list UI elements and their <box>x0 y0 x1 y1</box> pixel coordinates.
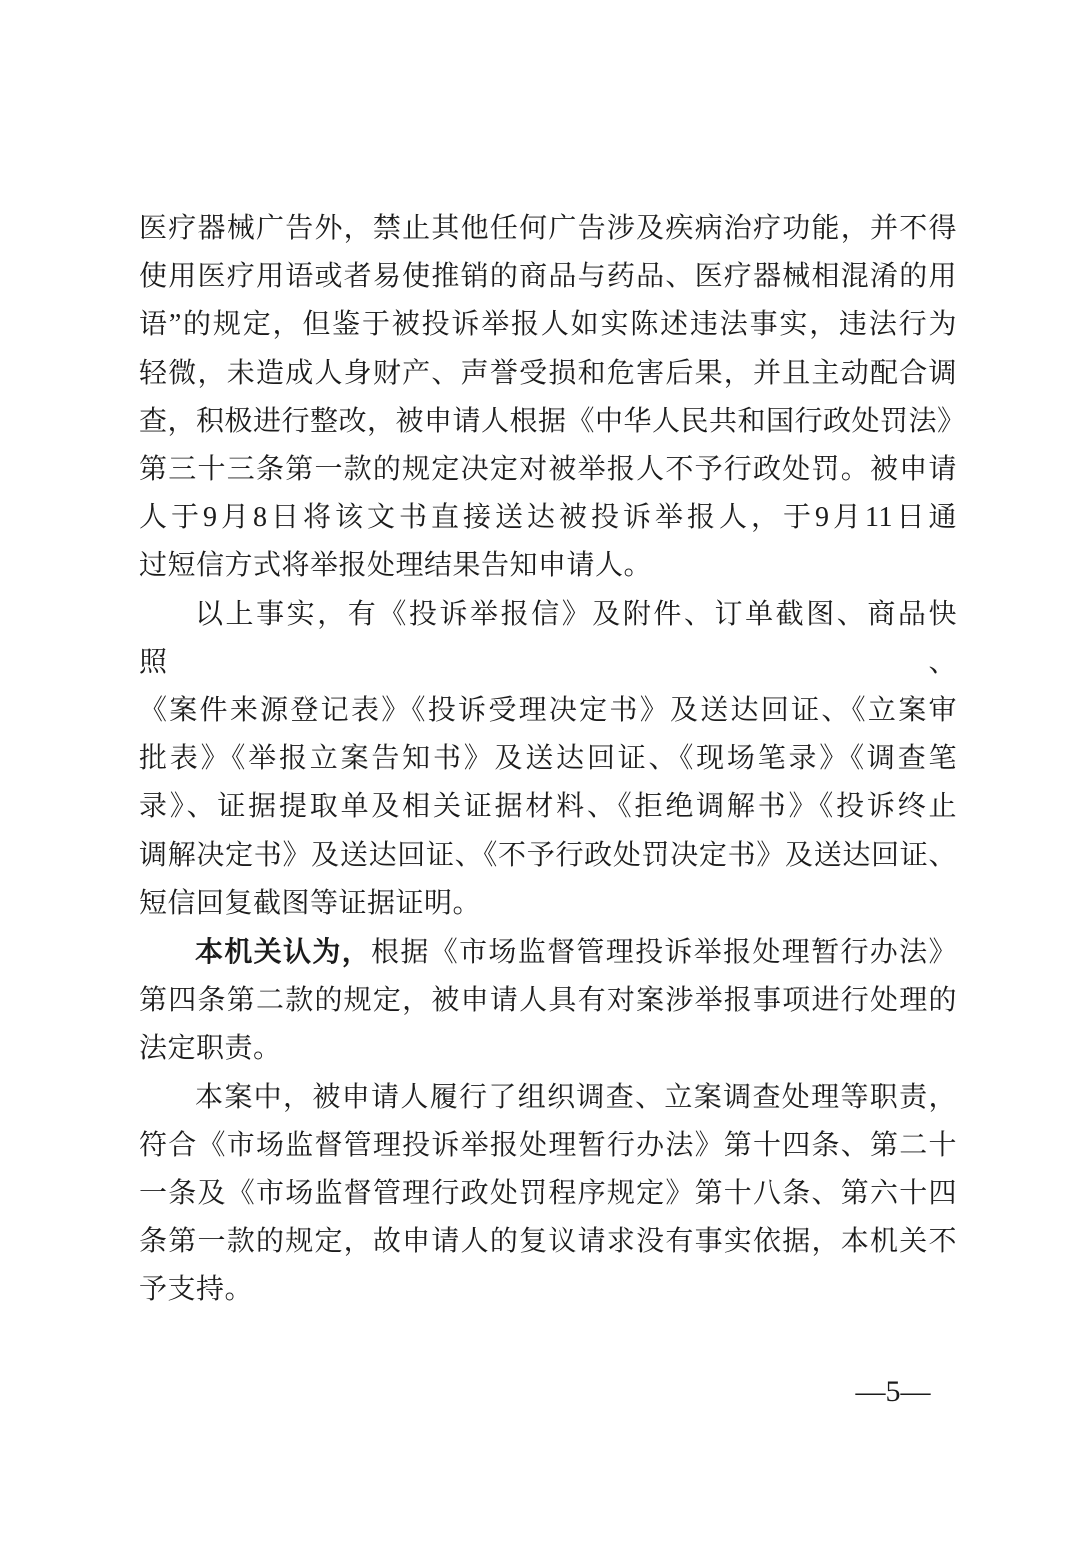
text-line: 符合《市场监督管理投诉举报处理暂行办法》第十四条、第二十 <box>139 1129 957 1161</box>
text-line: 医疗器械广告外，禁止其他任何广告涉及疾病治疗功能，并不得 <box>139 213 957 244</box>
text-line: 法定职责。 <box>139 1033 282 1065</box>
text-line: 批表》《举报立案告知书》及送达回证、《现场笔录》《调查笔 <box>139 743 957 775</box>
text-line: 第四条第二款的规定，被申请人具有对案涉举报事项进行处理的 <box>139 985 957 1017</box>
text-line: 查，积极进行整改，被申请人根据《中华人民共和国行政处罚法》 <box>139 405 966 437</box>
text-line: 人于9月8日将该文书直接送达被投诉举报人，于9月11日通 <box>139 502 957 534</box>
page-number: —5— <box>855 1375 931 1408</box>
document-body <box>139 205 966 1315</box>
text-line: 一条及《市场监督管理行政处罚程序规定》第十八条、第六十四 <box>139 1178 957 1210</box>
text-line: 本案中，被申请人履行了组织调查、立案调查处理等职责， <box>195 1081 957 1113</box>
text-line: 本机关认为，根据《市场监督管理投诉举报处理暂行办法》 <box>195 936 957 969</box>
text-line: 以上事实，有《投诉举报信》及附件、订单截图、商品快照、 <box>139 598 957 678</box>
text-line: 语”的规定，但鉴于被投诉举报人如实陈述违法事实，违法行为 <box>139 309 957 341</box>
text-line: 使用医疗用语或者易使推销的商品与药品、医疗器械相混淆的用 <box>139 261 957 293</box>
text-line: 予支持。 <box>139 1274 254 1306</box>
text-line: 第三十三条第一款的规定决定对被举报人不予行政处罚。被申请 <box>139 454 957 486</box>
bold-lead: 本机关认为， <box>195 936 372 968</box>
text-line: 轻微，未造成人身财产、声誉受损和危害后果，并且主动配合调 <box>139 357 957 389</box>
text-line: 短信回复截图等证据证明。 <box>139 887 482 919</box>
text-line: 录》、证据提取单及相关证据材料、《拒绝调解书》《投诉终止 <box>139 791 957 823</box>
paragraph <box>139 591 957 928</box>
text-line: 《案件来源登记表》《投诉受理决定书》及送达回证、《立案审 <box>139 695 957 727</box>
paragraph <box>139 205 966 591</box>
paragraph <box>139 928 957 1074</box>
text-line: 过短信方式将举报处理结果告知申请人。 <box>139 550 653 582</box>
text-line: 条第一款的规定，故申请人的复议请求没有事实依据，本机关不 <box>139 1226 957 1258</box>
paragraph <box>139 1074 957 1315</box>
text-line: 调解决定书》及送达回证、《不予行政处罚决定书》及送达回证、 <box>139 839 957 871</box>
